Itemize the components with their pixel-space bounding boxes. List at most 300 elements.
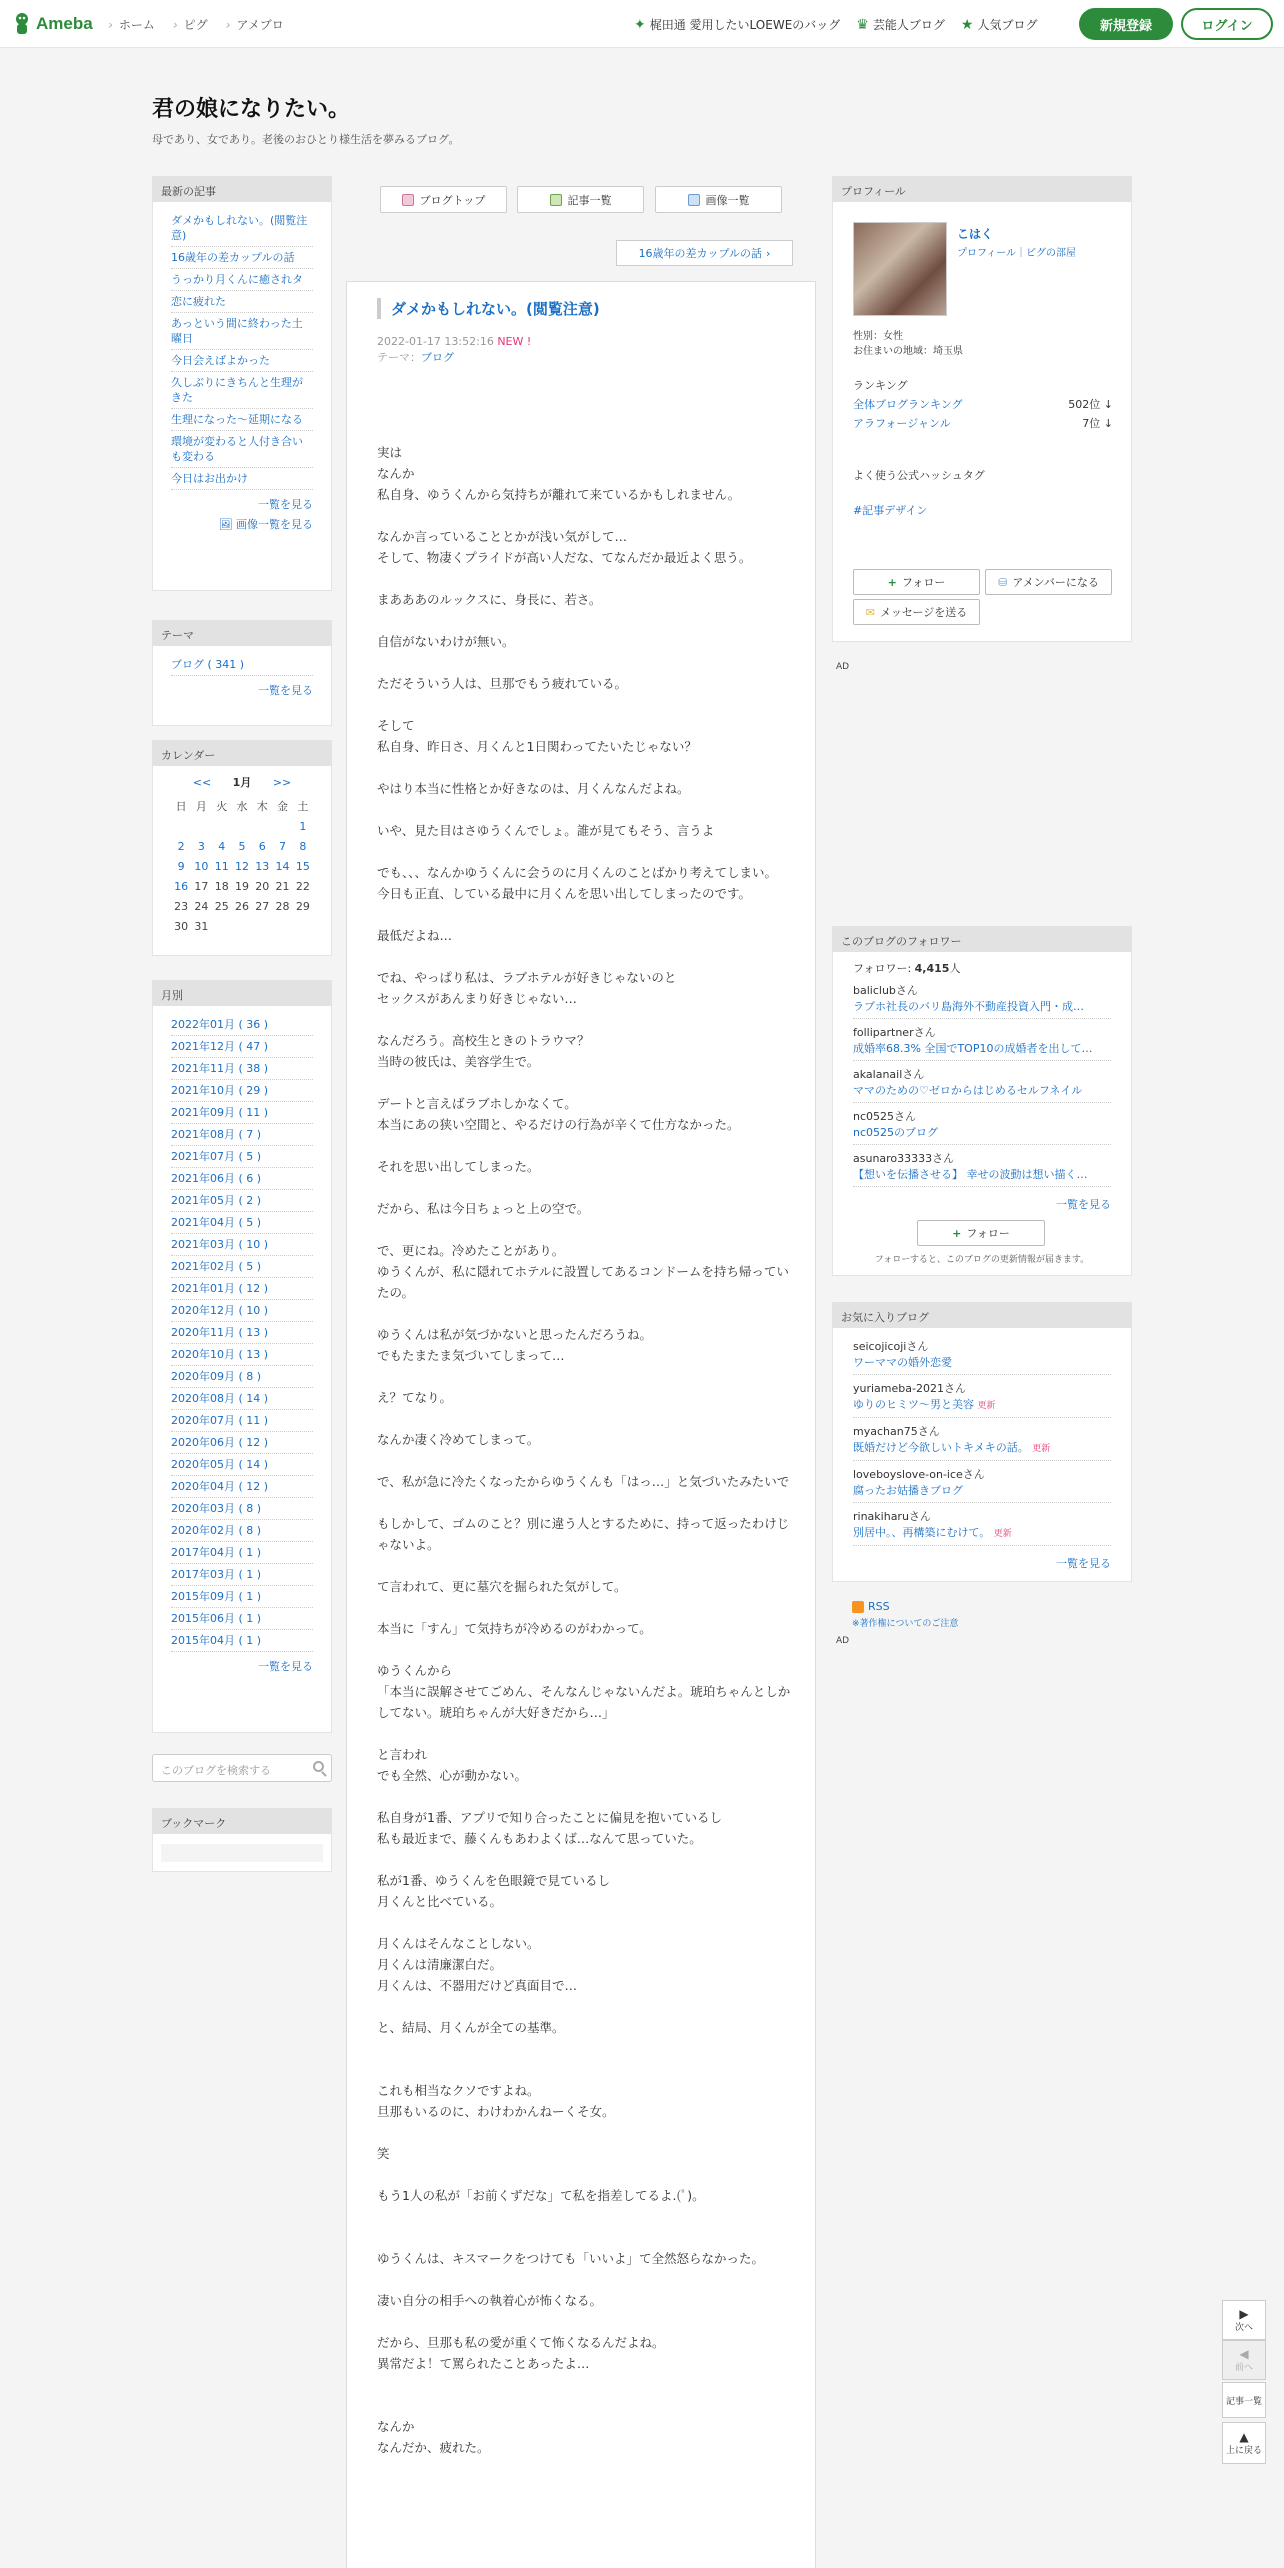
follow-note: フォローすると、このブログの更新情報が届きます。	[874, 1255, 1090, 1265]
calendar-day	[293, 916, 313, 936]
images-list-link[interactable]	[171, 516, 313, 532]
calendar-box	[152, 740, 332, 956]
calendar-day[interactable]: 8	[299, 839, 307, 853]
calendar-day[interactable]: 5	[238, 839, 246, 853]
floating-next-button[interactable]	[1222, 2300, 1266, 2340]
calendar-day[interactable]: 2	[177, 839, 185, 853]
tab-image-list-label: 画像一覧	[705, 193, 750, 207]
favorite-blog-row	[853, 1483, 1111, 1503]
favorite-blog-owner[interactable]: loveboyslove-on-iceさん	[853, 1468, 985, 1481]
favorite-blog-link[interactable]: 別居中。、再構築にむけて。	[853, 1526, 991, 1539]
article-paragraph: 最低だよね…	[377, 928, 453, 943]
monthly-archive-link[interactable]: 2015年04月 ( 1 )	[171, 1630, 313, 1652]
top-nav	[108, 16, 284, 33]
calendar-day: 27	[255, 899, 270, 913]
paragraph-spacer	[377, 1303, 797, 1324]
article-paragraph: やはり本当に性格とか好きなのは、月くんなんだよね。	[377, 781, 690, 796]
theme-more-link[interactable]: 一覧を見る	[258, 684, 313, 697]
article-paragraph: 月くんはそんなことしない。 月くんは清廉潔白だ。 月くんは、不器用だけど真面目で…	[377, 1936, 578, 1993]
calendar-day[interactable]: 14	[275, 859, 290, 873]
monthly-archive-link[interactable]: 2017年04月 ( 1 )	[171, 1542, 313, 1564]
paragraph-spacer	[377, 1450, 797, 1471]
calendar-day	[272, 916, 292, 936]
copyright-note-link[interactable]: ※著作権についてのご注意	[852, 1619, 959, 1629]
sparkle-icon: ✦	[634, 16, 646, 33]
calendar-day	[191, 816, 211, 836]
tab-blog-top-label: ブログトップ	[419, 193, 486, 207]
monthly-archive-link[interactable]: 2020年06月 ( 12 )	[171, 1432, 313, 1454]
article-paragraph: なんか凄く冷めてしまって。	[377, 1432, 540, 1447]
monthly-archive-link[interactable]: 2021年08月 ( 7 )	[171, 1124, 313, 1146]
floating-top-button[interactable]	[1222, 2422, 1266, 2464]
recent-post-link[interactable]: 久しぶりにきちんと生理がきた	[171, 372, 313, 409]
monthly-archive-link[interactable]: 2020年03月 ( 8 )	[171, 1498, 313, 1520]
calendar-day	[232, 916, 252, 936]
recent-post-link[interactable]: 今日会えばよかった	[171, 350, 313, 372]
calendar-day: 19	[234, 879, 249, 893]
rss-label: RSS	[868, 1600, 890, 1613]
paragraph-spacer	[377, 694, 797, 715]
favorite-blog-link[interactable]: ワーママの婚外恋愛	[853, 1356, 952, 1369]
recent-post-link[interactable]: 生理になった～延期になる	[171, 409, 313, 431]
blog-description: 母であり、女であり。老後のおひとり様生活を夢みるブログ。	[152, 133, 460, 146]
follower-name[interactable]: follipartnerさん	[853, 1026, 936, 1039]
article-paragraph: 凄い自分の相手への執着心が怖くなる。	[377, 2293, 603, 2308]
calendar-day[interactable]: 16	[174, 879, 189, 893]
article-paragraph: ゆうくんは、キスマークをつけても「いいよ」て全然怒らなかった。	[377, 2251, 765, 2266]
calendar-day	[171, 816, 191, 836]
paragraph-spacer	[377, 2458, 797, 2479]
monthly-archive-link[interactable]: 2015年06月 ( 1 )	[171, 1608, 313, 1630]
article-paragraph: ゆうくんは私が気づかないと思ったんだろうね。 でもたまたま気づいてしまって…	[377, 1327, 653, 1363]
article-paragraph: デートと言えばラブホしかなくて。 本当にあの狭い空間と、やるだけの行為が辛くて仕方なかった。	[377, 1096, 740, 1132]
recent-post-link[interactable]: あっという間に終わった土曜日	[171, 313, 313, 350]
images-list-label: 画像一覧を見る	[236, 518, 313, 531]
nav-pigg-label: ピグ	[183, 18, 208, 32]
login-button[interactable]: ログイン	[1181, 8, 1273, 40]
message-label: メッセージを送る	[879, 606, 968, 619]
article-paragraph: なんか言っていることとかが浅い気がして… そして、物凄くプライドが高い人だな、てなんだか最近よく思う。	[377, 529, 752, 565]
article-paragraph: ゆうくんから 「本当に誤解させてごめん、そんなんじゃないんだよ。琥珀ちゃんとしかしてない。琥珀ちゃんが大好きだから…」	[377, 1663, 791, 1720]
calendar-day[interactable]: 13	[255, 859, 270, 873]
follower-blog-link[interactable]: 成婚率68.3% 全国でTOP10の成婚者を出して…	[853, 1041, 1111, 1061]
article-paragraph: だから、私は今日ちょっと上の空で。	[377, 1201, 590, 1216]
follower-item	[853, 1064, 1111, 1106]
follower-blog-link[interactable]: 【想いを伝播させる】 幸せの波動は想い描く…	[853, 1167, 1111, 1187]
monthly-archive-link[interactable]: 2017年03月 ( 1 )	[171, 1564, 313, 1586]
follower-name[interactable]: akalanailさん	[853, 1068, 925, 1081]
nav-pigg[interactable]	[173, 16, 208, 33]
paragraph-spacer	[377, 841, 797, 862]
profile-links[interactable]: プロフィール｜ピグの部屋	[957, 248, 1076, 259]
nav-home-label: ホーム	[118, 18, 155, 32]
calendar-day[interactable]: 12	[234, 859, 249, 873]
monthly-archive-link[interactable]: 2021年05月 ( 2 )	[171, 1190, 313, 1212]
article-paragraph: だから、旦那も私の愛が重くて怖くなるんだよね。 異常だよ！て罵られたことあったよ…	[377, 2335, 665, 2371]
search-icon[interactable]	[313, 1761, 324, 1772]
ameba-mascot-icon	[12, 12, 32, 36]
monthly-archive-link[interactable]: 2021年12月 ( 47 )	[171, 1036, 313, 1058]
triangle-right-icon: ▶	[1239, 2306, 1249, 2321]
tab-blog-top[interactable]	[380, 186, 507, 213]
calendar-day	[272, 816, 292, 836]
paragraph-spacer	[377, 2206, 797, 2227]
favorite-blog-owner[interactable]: rinakiharuさん	[853, 1510, 931, 1523]
calendar-day: 31	[194, 919, 209, 933]
followers-box	[832, 926, 1132, 1276]
calendar-day[interactable]: 4	[218, 839, 226, 853]
promo-link-label: 梶田通 愛用したいLOEWEのバッグ	[649, 18, 841, 32]
favorites-heading: お気に入りブログ	[833, 1303, 1131, 1328]
tab-post-list[interactable]	[517, 186, 644, 213]
article-paragraph: で、更にね。冷めたことがあり。 ゆうくんが、私に隠れてホテルに設置してあるコンドームを持ち帰っていたの。	[377, 1243, 789, 1300]
monthly-archive-link[interactable]: 2020年05月 ( 14 )	[171, 1454, 313, 1476]
profile-box	[832, 176, 1132, 642]
ad-label: AD	[836, 662, 850, 672]
paragraph-spacer	[377, 1723, 797, 1744]
celebrity-blog-link[interactable]	[856, 16, 945, 33]
favorite-blog-row	[853, 1355, 1111, 1375]
follower-item	[853, 980, 1111, 1022]
favorite-blog-row	[853, 1397, 1111, 1418]
followers-more-link[interactable]: 一覧を見る	[1056, 1198, 1111, 1211]
calendar-day[interactable]: 10	[194, 859, 209, 873]
favorites-more-link[interactable]: 一覧を見る	[1056, 1557, 1111, 1570]
calendar-day[interactable]: 6	[258, 839, 266, 853]
calendar-day: 20	[255, 879, 270, 893]
monthly-archive-link[interactable]: 2021年07月 ( 5 )	[171, 1146, 313, 1168]
recent-posts-list	[171, 210, 313, 490]
monthly-more-link[interactable]: 一覧を見る	[258, 1660, 313, 1673]
hashtag-heading: よく使う公式ハッシュタグ	[853, 469, 985, 482]
new-badge: NEW !	[497, 335, 532, 348]
follow-label: フォロー	[901, 576, 946, 589]
chevron-right-icon: ›	[766, 246, 771, 260]
theme-box	[152, 620, 332, 726]
article-paragraph: 笑	[377, 2146, 390, 2161]
calendar-day	[212, 916, 232, 936]
paragraph-spacer	[377, 2227, 797, 2248]
paragraph-spacer	[377, 610, 797, 631]
article-paragraph: それを思い出してしまった。	[377, 1159, 540, 1174]
monthly-list	[171, 1014, 313, 1652]
followers-heading: このブログのフォロワー	[833, 927, 1131, 952]
updated-badge: 更新	[993, 1529, 1012, 1539]
calendar-weekday: 日	[175, 800, 187, 813]
favorite-blog-owner[interactable]: yuriameba-2021さん	[853, 1382, 966, 1395]
article-paragraph: 私自身が1番、アプリで知り合ったことに偏見を抱いているし 私も最近まで、藤くんもあわよくば…なんて思っていた。	[377, 1810, 722, 1846]
paragraph-spacer	[377, 652, 797, 673]
article-paragraph: いや、見た目はさゆうくんでしょ。誰が見てもそう、言うよ	[377, 823, 715, 838]
monthly-archive-link[interactable]: 2022年01月 ( 36 )	[171, 1014, 313, 1036]
rank-genre-value	[1063, 415, 1113, 431]
logo-text: Ameba	[36, 14, 93, 33]
follower-blog-link[interactable]: ママのための♡ゼロからはじめるセルフネイル	[853, 1083, 1111, 1103]
favorite-blog-owner[interactable]: seicojicojiさん	[853, 1340, 929, 1353]
hashtag-link[interactable]: #記事デザイン	[853, 504, 928, 517]
follower-item	[853, 1022, 1111, 1064]
paragraph-spacer	[377, 505, 797, 526]
blog-top-icon	[402, 194, 414, 206]
theme-label: テーマ：	[377, 351, 421, 364]
followers-list	[853, 980, 1111, 1190]
calendar-heading: カレンダー	[153, 741, 331, 766]
followers-body	[833, 952, 1131, 1273]
calendar-day	[232, 816, 252, 836]
monthly-archive-link[interactable]: 2021年11月 ( 38 )	[171, 1058, 313, 1080]
calendar-day[interactable]: 15	[295, 859, 310, 873]
nav-ameblo[interactable]	[226, 16, 284, 33]
calendar-month: 1月	[232, 776, 252, 789]
recent-posts-box	[152, 176, 332, 591]
star-icon: ★	[960, 16, 974, 33]
calendar-day: 30	[174, 919, 189, 933]
recent-post-link[interactable]: うっかり月くんに癒されタ	[171, 269, 313, 291]
next-post-label: 16歳年の差カップルの話	[638, 247, 763, 260]
amember-button[interactable]	[985, 569, 1112, 595]
article-paragraph: ただそういう人は、旦那でもう疲れている。	[377, 676, 628, 691]
article-title[interactable]: ダメかもしれない。(閲覧注意)	[377, 298, 600, 319]
calendar-next-link[interactable]: >>	[272, 776, 292, 789]
favorite-blog-item	[853, 1336, 1111, 1378]
article-paragraph: で、私が急に冷たくなったからゆうくんも「はっ…」と気づいたみたいで	[377, 1474, 790, 1489]
follower-name[interactable]: nc0525さん	[853, 1110, 917, 1123]
blog-title[interactable]: 君の娘になりたい。	[152, 96, 351, 122]
calendar-day[interactable]: 7	[279, 839, 287, 853]
article-paragraph: もしかして、ゴムのこと？別に違う人とするために、持って返ったわけじゃないよ。	[377, 1516, 790, 1552]
monthly-archive-link[interactable]: 2021年03月 ( 10 )	[171, 1234, 313, 1256]
monthly-heading: 月別	[153, 981, 331, 1006]
monthly-archive-link[interactable]: 2020年08月 ( 14 )	[171, 1388, 313, 1410]
floating-list-button[interactable]	[1222, 2382, 1266, 2418]
favorite-blogs-box	[832, 1302, 1132, 1582]
amember-label: アメンバーになる	[1012, 576, 1099, 589]
calendar-weekday: 火	[216, 800, 228, 813]
paragraph-spacer	[377, 1135, 797, 1156]
paragraph-spacer	[377, 2164, 797, 2185]
rss-link[interactable]	[852, 1600, 890, 1613]
calendar-day: 25	[214, 899, 229, 913]
follower-blog-link[interactable]: ラブホ社長のバリ島海外不動産投資入門・成…	[853, 999, 1111, 1019]
recent-posts-heading: 最新の記事	[153, 177, 331, 202]
floating-prev-button[interactable]	[1222, 2340, 1266, 2380]
member-icon: ⛁	[998, 575, 1008, 589]
promo-link[interactable]	[634, 16, 840, 33]
calendar-day[interactable]: 3	[197, 839, 205, 853]
tab-image-list[interactable]	[655, 186, 782, 213]
paragraph-spacer	[377, 1555, 797, 1576]
recent-more-link[interactable]: 一覧を見る	[258, 498, 313, 511]
favorite-blog-link[interactable]: 腐ったお姑播きブログ	[853, 1484, 963, 1497]
updated-badge: 更新	[977, 1401, 996, 1411]
monthly-archive-link[interactable]: 2020年09月 ( 8 )	[171, 1366, 313, 1388]
paragraph-spacer	[377, 1366, 797, 1387]
profile-gender: 性別：女性	[853, 331, 903, 342]
article-paragraph: 私が1番、ゆうくんを色眼鏡で見ているし 月くんと比べている。	[377, 1873, 610, 1909]
ranking-heading: ランキング	[853, 379, 908, 392]
follow-button-2[interactable]	[917, 1220, 1045, 1246]
calendar-day[interactable]: 1	[299, 819, 307, 833]
rank-overall-label[interactable]: 全体ブログランキング	[853, 398, 963, 411]
monthly-archive-link[interactable]: 2021年04月 ( 5 )	[171, 1212, 313, 1234]
article-date: 2022-01-17 13:52:16	[377, 335, 494, 348]
nav-home[interactable]	[108, 16, 155, 33]
calendar-day: 23	[174, 899, 189, 913]
favorite-blog-row	[853, 1440, 1111, 1461]
recent-post-link[interactable]: ダメかもしれない。(閲覧注意)	[171, 210, 313, 247]
calendar-day: 28	[275, 899, 290, 913]
follower-count	[853, 960, 1111, 976]
monthly-archive-link[interactable]: 2021年09月 ( 11 )	[171, 1102, 313, 1124]
paragraph-spacer	[377, 1492, 797, 1513]
theme-item[interactable]: ブログ ( 341 )	[171, 654, 313, 676]
article-paragraph: と、結局、月くんが全ての基準。	[377, 2020, 565, 2035]
ameba-logo[interactable]	[12, 12, 93, 36]
favorite-blog-item	[853, 1464, 1111, 1506]
follower-name[interactable]: baliclubさん	[853, 984, 918, 997]
article-paragraph: 自信がないわけが無い。	[377, 634, 515, 649]
signup-button[interactable]: 新規登録	[1079, 8, 1173, 40]
article-paragraph: なんだろう。高校生ときのトラウマ？ 当時の彼氏は、美容学生で。	[377, 1033, 590, 1069]
article-paragraph: そして 私自身、昨日さ、月くんと1日関わってたいたじゃない？	[377, 718, 697, 754]
calendar-day: 18	[214, 879, 229, 893]
paragraph-spacer	[377, 2311, 797, 2332]
favorite-blog-owner[interactable]: myachan75さん	[853, 1425, 940, 1438]
favorite-blog-item	[853, 1421, 1111, 1464]
calendar-day: 24	[194, 899, 209, 913]
chevron-right-icon: ›	[108, 17, 113, 32]
avatar[interactable]	[853, 222, 947, 316]
paragraph-spacer	[377, 1219, 797, 1240]
calendar-day	[252, 916, 272, 936]
floating-list-label: 記事一覧	[1225, 2396, 1262, 2407]
monthly-archive-link[interactable]: 2020年11月 ( 13 )	[171, 1322, 313, 1344]
paragraph-spacer	[377, 568, 797, 589]
paragraph-spacer	[377, 2374, 797, 2395]
post-list-icon	[550, 194, 562, 206]
follow-button[interactable]	[853, 569, 980, 595]
paragraph-spacer	[377, 1639, 797, 1660]
ad-label-2: AD	[836, 1636, 850, 1646]
floating-prev-label: 前へ	[1234, 2362, 1253, 2373]
favorite-blog-row	[853, 1525, 1111, 1546]
bookmark-heading: ブックマーク	[153, 1809, 331, 1834]
recent-post-link[interactable]: 今日はお出かけ	[171, 468, 313, 490]
rank-overall-value-text: 502位	[1068, 398, 1101, 411]
paragraph-spacer	[377, 1009, 797, 1030]
article-paragraph: でね、やっぱり私は、ラブホテルが好きじゃないのと セックスがあんまり好きじゃない…	[377, 970, 677, 1006]
chevron-right-icon: ›	[172, 17, 178, 32]
monthly-archive-link[interactable]: 2020年12月 ( 10 )	[171, 1300, 313, 1322]
article-paragraph: 実は なんか 私自身、ゆうくんから気持ちが離れて来ているかもしれません。	[377, 445, 741, 502]
updated-badge: 更新	[1032, 1444, 1051, 1454]
favorite-blog-item	[853, 1378, 1111, 1421]
popular-blog-label: 人気ブログ	[977, 18, 1038, 32]
plus-icon: +	[952, 1226, 962, 1240]
article-paragraph: え？てなり。	[377, 1390, 453, 1405]
favorite-blog-link[interactable]: 既婚だけど今欲しいトキメキの話。	[853, 1441, 1029, 1454]
favorites-list	[853, 1336, 1111, 1549]
monthly-archive-link[interactable]: 2021年02月 ( 5 )	[171, 1256, 313, 1278]
arrow-down-icon: ↓	[1100, 417, 1113, 430]
theme-heading: テーマ	[153, 621, 331, 646]
calendar-day	[212, 816, 232, 836]
global-header	[0, 0, 1284, 48]
monthly-archive-link[interactable]: 2021年01月 ( 12 )	[171, 1278, 313, 1300]
article-paragraph: 本当に「すん」て気持ちが冷めるのがわかって。	[377, 1621, 652, 1636]
monthly-archive-link[interactable]: 2015年09月 ( 1 )	[171, 1586, 313, 1608]
popular-blog-link[interactable]	[961, 16, 1038, 33]
next-post-link[interactable]	[616, 240, 793, 266]
paragraph-spacer	[377, 904, 797, 925]
calendar-weekday: 水	[236, 800, 248, 813]
calendar-day[interactable]: 11	[214, 859, 229, 873]
calendar-day: 29	[295, 899, 310, 913]
calendar-day	[252, 816, 272, 836]
favorite-blog-link[interactable]: ゆりのヒミツ〜男と美容	[853, 1398, 974, 1411]
profile-name[interactable]: こはく	[957, 227, 994, 241]
calendar-day: 22	[295, 879, 310, 893]
calendar-nav	[171, 774, 313, 790]
rank-genre-label[interactable]: アラフォージャンル	[853, 417, 951, 430]
monthly-archive-link[interactable]: 2021年06月 ( 6 )	[171, 1168, 313, 1190]
paragraph-spacer	[377, 1849, 797, 1870]
article-paragraph: これも相当なクソですよね。 旦那もいるのに、わけわかんねーくそ女。	[377, 2083, 615, 2119]
article	[346, 281, 816, 2568]
bookmark-area	[161, 1844, 323, 1862]
calendar-prev-link[interactable]: <<	[192, 776, 212, 789]
article-paragraph: なんか なんだか、疲れた。	[377, 2419, 490, 2455]
calendar-day: 17	[194, 879, 209, 893]
recent-post-link[interactable]: 恋に疲れた	[171, 291, 313, 313]
follower-blog-link[interactable]: nc0525のブログ	[853, 1125, 1111, 1145]
recent-post-link[interactable]: 環境が変わると人付き合いも変わる	[171, 431, 313, 468]
article-meta	[377, 334, 531, 366]
monthly-archive-link[interactable]: 2020年04月 ( 12 )	[171, 1476, 313, 1498]
arrow-down-icon: ↓	[1100, 398, 1113, 411]
monthly-archive-link[interactable]: 2020年07月 ( 11 )	[171, 1410, 313, 1432]
follower-count-suffix: 人	[949, 962, 961, 975]
calendar-grid	[171, 796, 313, 936]
image-icon: 🖼	[218, 518, 236, 531]
triangle-up-icon: ▲	[1239, 2429, 1249, 2444]
envelope-icon: ✉	[865, 605, 875, 619]
monthly-archive-link[interactable]: 2020年10月 ( 13 )	[171, 1344, 313, 1366]
calendar-weekday: 木	[256, 800, 268, 813]
monthly-archive-link[interactable]: 2021年10月 ( 29 )	[171, 1080, 313, 1102]
paragraph-spacer	[377, 799, 797, 820]
message-button[interactable]	[853, 599, 980, 625]
follower-item	[853, 1106, 1111, 1148]
follower-name[interactable]: asunaro33333さん	[853, 1152, 955, 1165]
article-theme-link[interactable]: ブログ	[421, 351, 454, 364]
monthly-archive-link[interactable]: 2020年02月 ( 8 )	[171, 1520, 313, 1542]
calendar-weekday: 月	[195, 800, 207, 813]
paragraph-spacer	[377, 1597, 797, 1618]
calendar-day[interactable]: 9	[177, 859, 185, 873]
nav-ameblo-label: アメブロ	[236, 18, 284, 32]
rss-icon	[852, 1601, 864, 1613]
tab-post-list-label: 記事一覧	[567, 193, 612, 207]
triangle-left-icon: ◀	[1239, 2346, 1249, 2361]
calendar-day: 21	[275, 879, 290, 893]
blog-search-input[interactable]	[152, 1754, 332, 1782]
celebrity-blog-label: 芸能人ブログ	[872, 18, 945, 32]
paragraph-spacer	[377, 1072, 797, 1093]
article-body	[377, 442, 797, 2479]
recent-post-link[interactable]: 16歳年の差カップルの話	[171, 247, 313, 269]
calendar-weekday: 金	[277, 800, 289, 813]
